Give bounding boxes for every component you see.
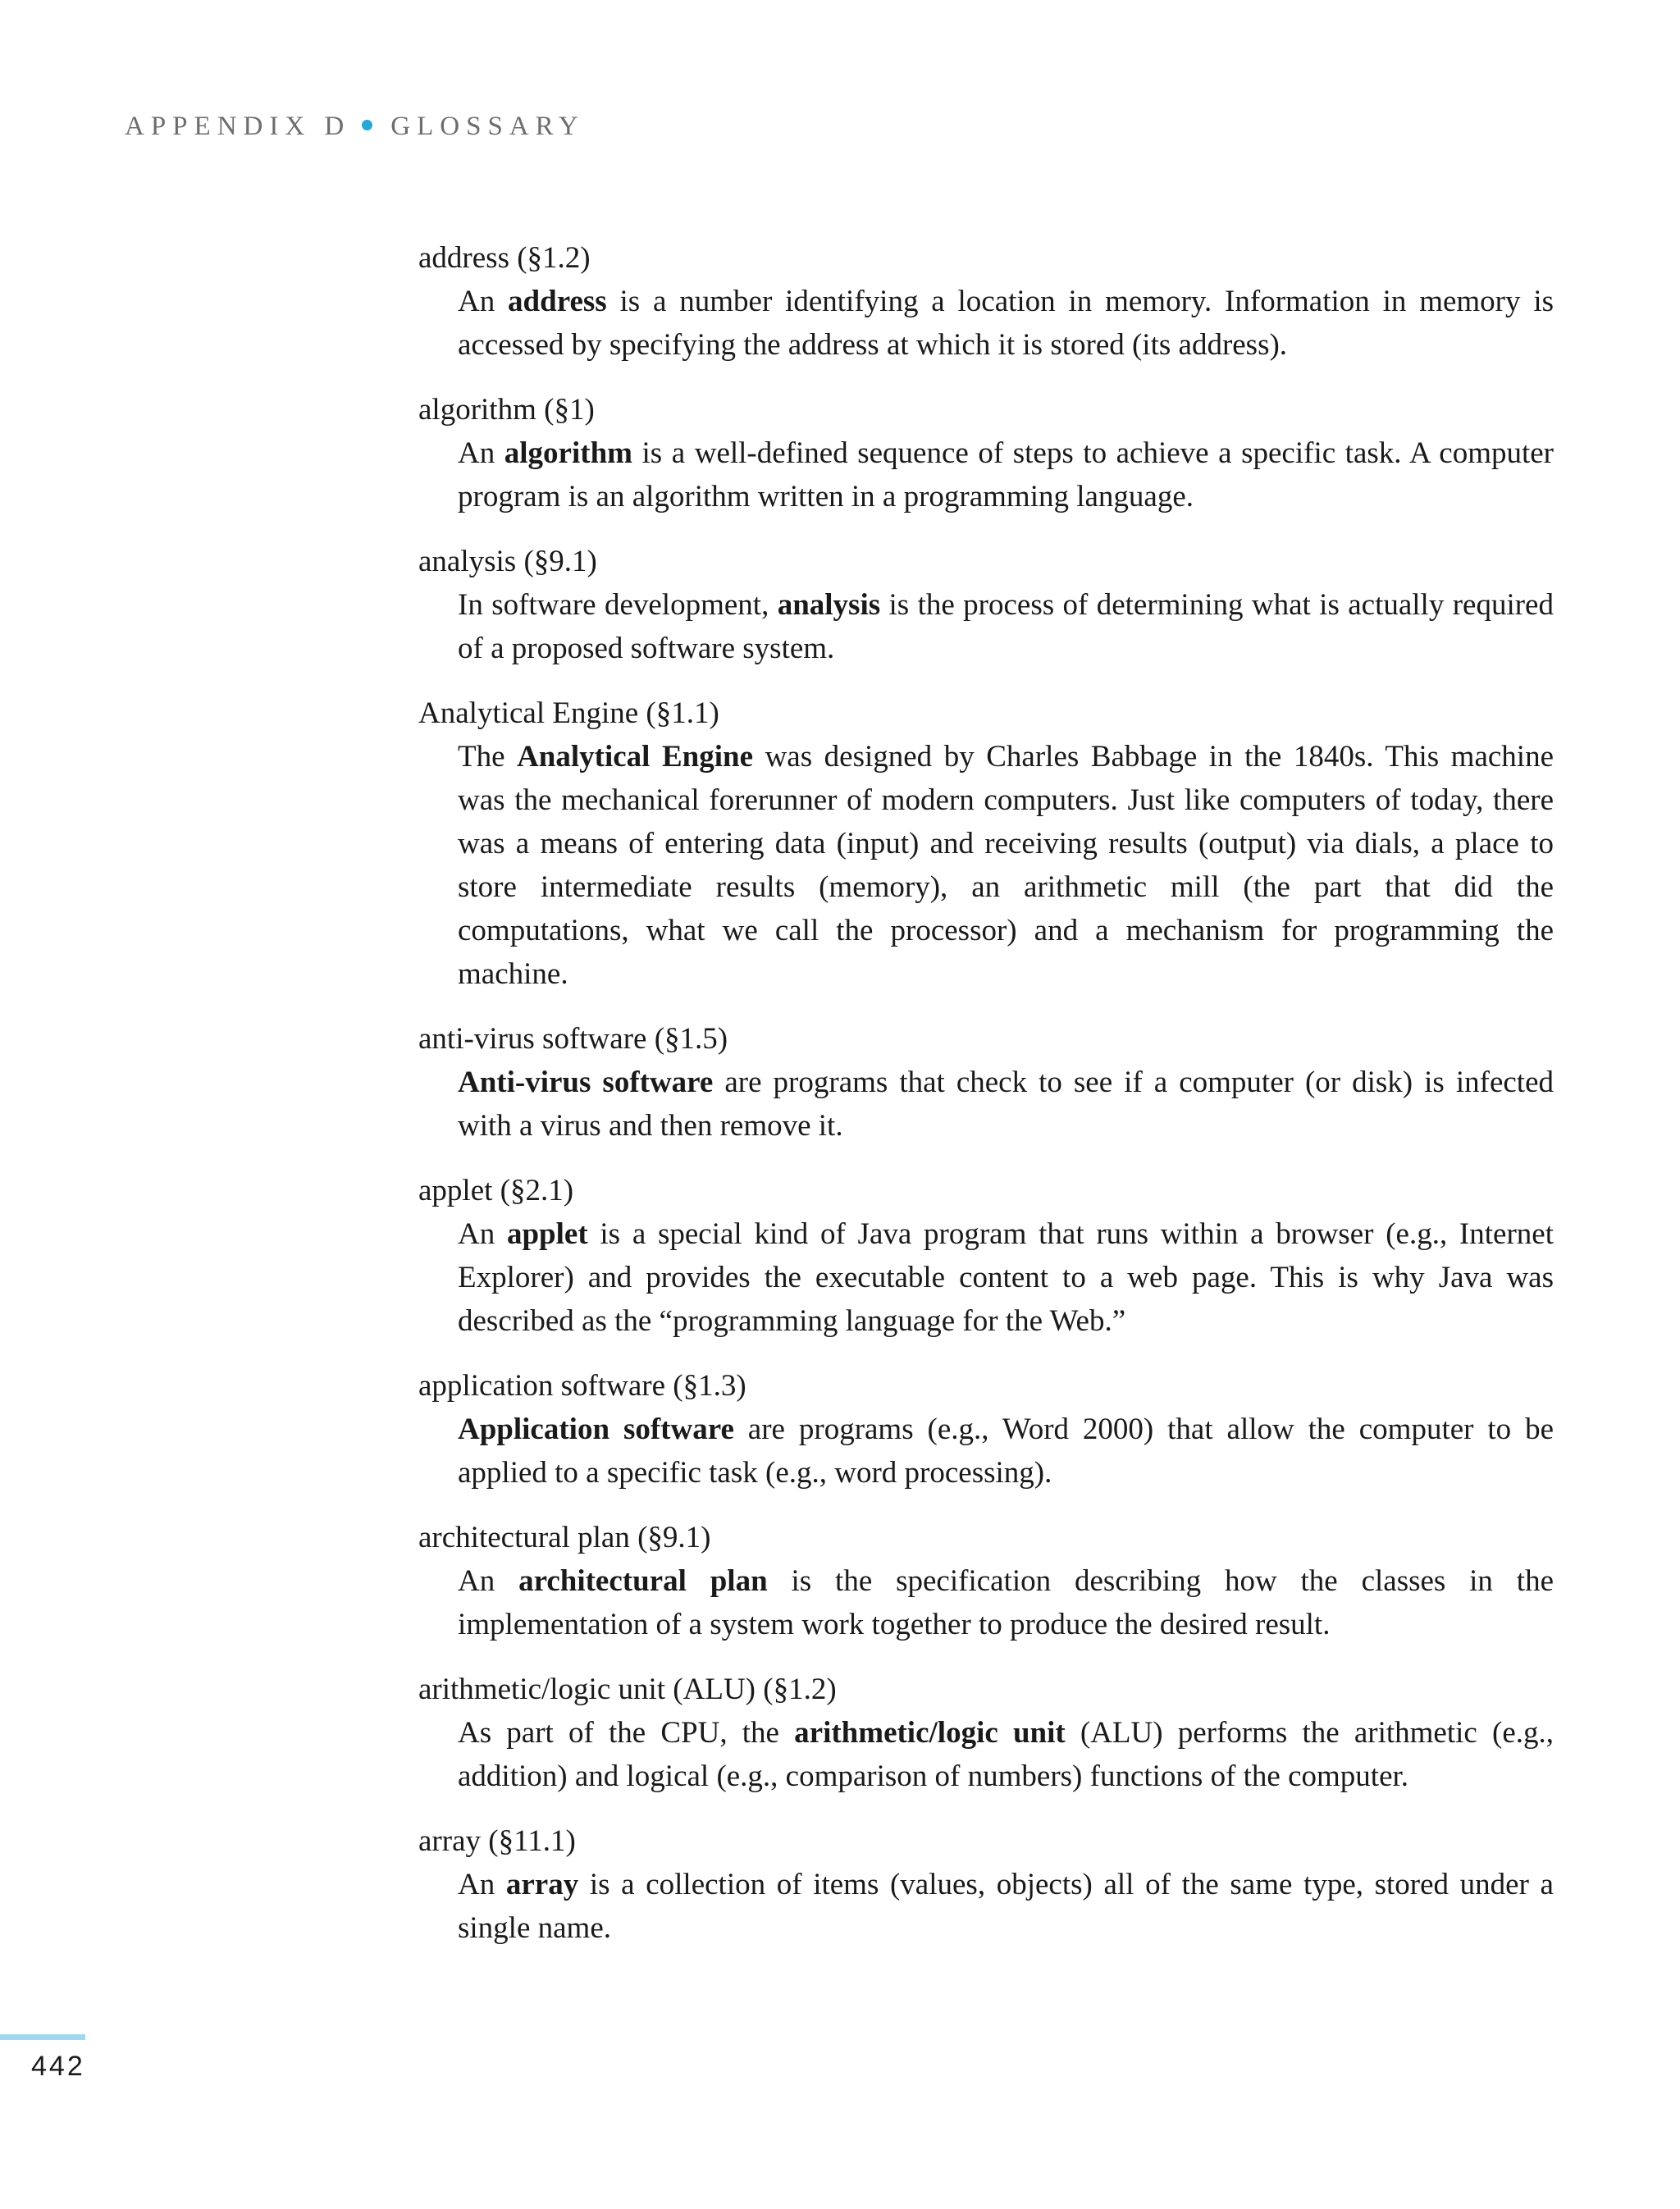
definition-body: is the process of determining what is actually required of a proposed software system.	[458, 588, 1554, 665]
bullet-dot-icon	[362, 120, 372, 130]
glossary-entry	[418, 236, 1554, 367]
definition-lead: An	[458, 285, 509, 318]
definition-body: is a special kind of Java program that runs within a browser (e.g., Internet Explorer) and provides the executable content to a web page. This is why Java was described as the “programming language for the Web.”	[458, 1217, 1554, 1338]
running-head-title: GLOSSARY	[390, 112, 585, 141]
entry-definition	[458, 280, 1554, 367]
glossary-entry	[418, 1668, 1554, 1798]
entry-term: address	[418, 241, 509, 275]
definition-keyword: analysis	[777, 588, 881, 622]
definition-lead: As part of the CPU, the	[458, 1716, 795, 1750]
definition-keyword: applet	[506, 1217, 588, 1251]
glossary-entry	[418, 1017, 1554, 1148]
entry-section-ref: (§9.1)	[637, 1521, 711, 1554]
entry-term: algorithm	[418, 393, 536, 427]
entry-section-ref: (§1.2)	[763, 1673, 837, 1706]
entry-section-ref: (§1.5)	[654, 1022, 728, 1056]
glossary-entry	[418, 691, 1554, 996]
entry-section-ref: (§1.1)	[646, 696, 719, 730]
entry-section-ref: (§11.1)	[488, 1824, 576, 1858]
entry-definition	[458, 1212, 1554, 1343]
entry-definition	[458, 1863, 1554, 1950]
entry-term: anti-virus software	[418, 1022, 647, 1056]
entry-definition	[458, 1559, 1554, 1646]
entry-section-ref: (§9.1)	[523, 545, 597, 578]
glossary-entry	[418, 1169, 1554, 1343]
entry-term: analysis	[418, 545, 517, 578]
definition-lead: An	[458, 1564, 519, 1598]
definition-keyword: address	[508, 285, 607, 318]
definition-body: was designed by Charles Babbage in the 1840s. This machine was the mechanical forerunner of modern computers. Just like computers of today, there was a means of entering data (input) and receiving results (output) via dials, a place to store intermediate results (memory), an arithmetic mill (the part that did the computations, what we call the processor) and a mechanism for programming the machine.	[458, 740, 1554, 991]
running-head	[125, 112, 585, 142]
entry-section-ref: (§2.1)	[500, 1174, 574, 1207]
entry-term: architectural plan	[418, 1521, 630, 1554]
entry-section-ref: (§1.3)	[673, 1369, 746, 1403]
entry-term: application software	[418, 1369, 666, 1403]
page-number: 442	[31, 2051, 85, 2082]
definition-lead: An	[458, 1868, 506, 1901]
definition-body: are programs (e.g., Word 2000) that allow the computer to be applied to a specific task (e.g., word processing).	[458, 1413, 1554, 1490]
running-head-section: APPENDIX D	[125, 112, 351, 141]
entry-term-line	[418, 236, 1554, 280]
glossary-entry	[418, 1516, 1554, 1646]
entry-term: applet	[418, 1174, 493, 1207]
definition-body: is a collection of items (values, objects) all of the same type, stored under a single name.	[458, 1868, 1554, 1945]
definition-body: (ALU) performs the arithmetic (e.g., addition) and logical (e.g., comparison of numbers) functions of the computer.	[458, 1716, 1554, 1793]
entry-definition	[458, 1061, 1554, 1148]
entry-term-line	[418, 1017, 1554, 1061]
entry-definition	[458, 1408, 1554, 1495]
entry-term-line	[418, 388, 1554, 431]
glossary-entry	[418, 1364, 1554, 1495]
entry-term-line	[418, 1364, 1554, 1408]
glossary-entry	[418, 540, 1554, 670]
definition-keyword: Anti-virus software	[458, 1066, 714, 1099]
definition-body: is the specification describing how the classes in the implementation of a system work together to produce the desired result.	[458, 1564, 1554, 1641]
entry-term-line	[418, 1516, 1554, 1559]
entry-section-ref: (§1)	[544, 393, 595, 427]
definition-keyword: architectural plan	[518, 1564, 768, 1598]
entry-term: arithmetic/logic unit (ALU)	[418, 1673, 756, 1706]
entry-term-line	[418, 691, 1554, 735]
definition-lead: The	[458, 740, 518, 774]
entry-term-line	[418, 1668, 1554, 1711]
definition-keyword: algorithm	[504, 436, 632, 470]
definition-keyword: arithmetic/logic unit	[794, 1716, 1066, 1750]
entry-term: Analytical Engine	[418, 696, 639, 730]
definition-lead: In software development,	[458, 588, 778, 622]
entry-definition	[458, 1711, 1554, 1798]
folio-rule	[0, 2034, 85, 2040]
definition-lead: An	[458, 1217, 507, 1251]
entry-definition	[458, 431, 1554, 518]
entry-term-line	[418, 540, 1554, 583]
definition-lead: An	[458, 436, 504, 470]
definition-body: is a well-defined sequence of steps to achieve a specific task. A computer program is an algorithm written in a programming language.	[458, 436, 1554, 513]
entry-definition	[458, 735, 1554, 996]
glossary-entry	[418, 1819, 1554, 1950]
definition-body: are programs that check to see if a computer (or disk) is infected with a virus and then remove it.	[458, 1066, 1554, 1143]
entry-definition	[458, 583, 1554, 670]
definition-keyword: array	[505, 1868, 579, 1901]
entry-term-line	[418, 1819, 1554, 1863]
definition-body: is a number identifying a location in memory. Information in memory is accessed by specifying the address at which it is stored (its address).	[458, 285, 1554, 362]
definition-keyword: Application software	[458, 1413, 734, 1446]
glossary-entry	[418, 388, 1554, 518]
definition-keyword: Analytical Engine	[517, 740, 754, 774]
glossary-list	[418, 236, 1554, 1971]
entry-term: array	[418, 1824, 481, 1858]
entry-term-line	[418, 1169, 1554, 1212]
entry-section-ref: (§1.2)	[517, 241, 591, 275]
